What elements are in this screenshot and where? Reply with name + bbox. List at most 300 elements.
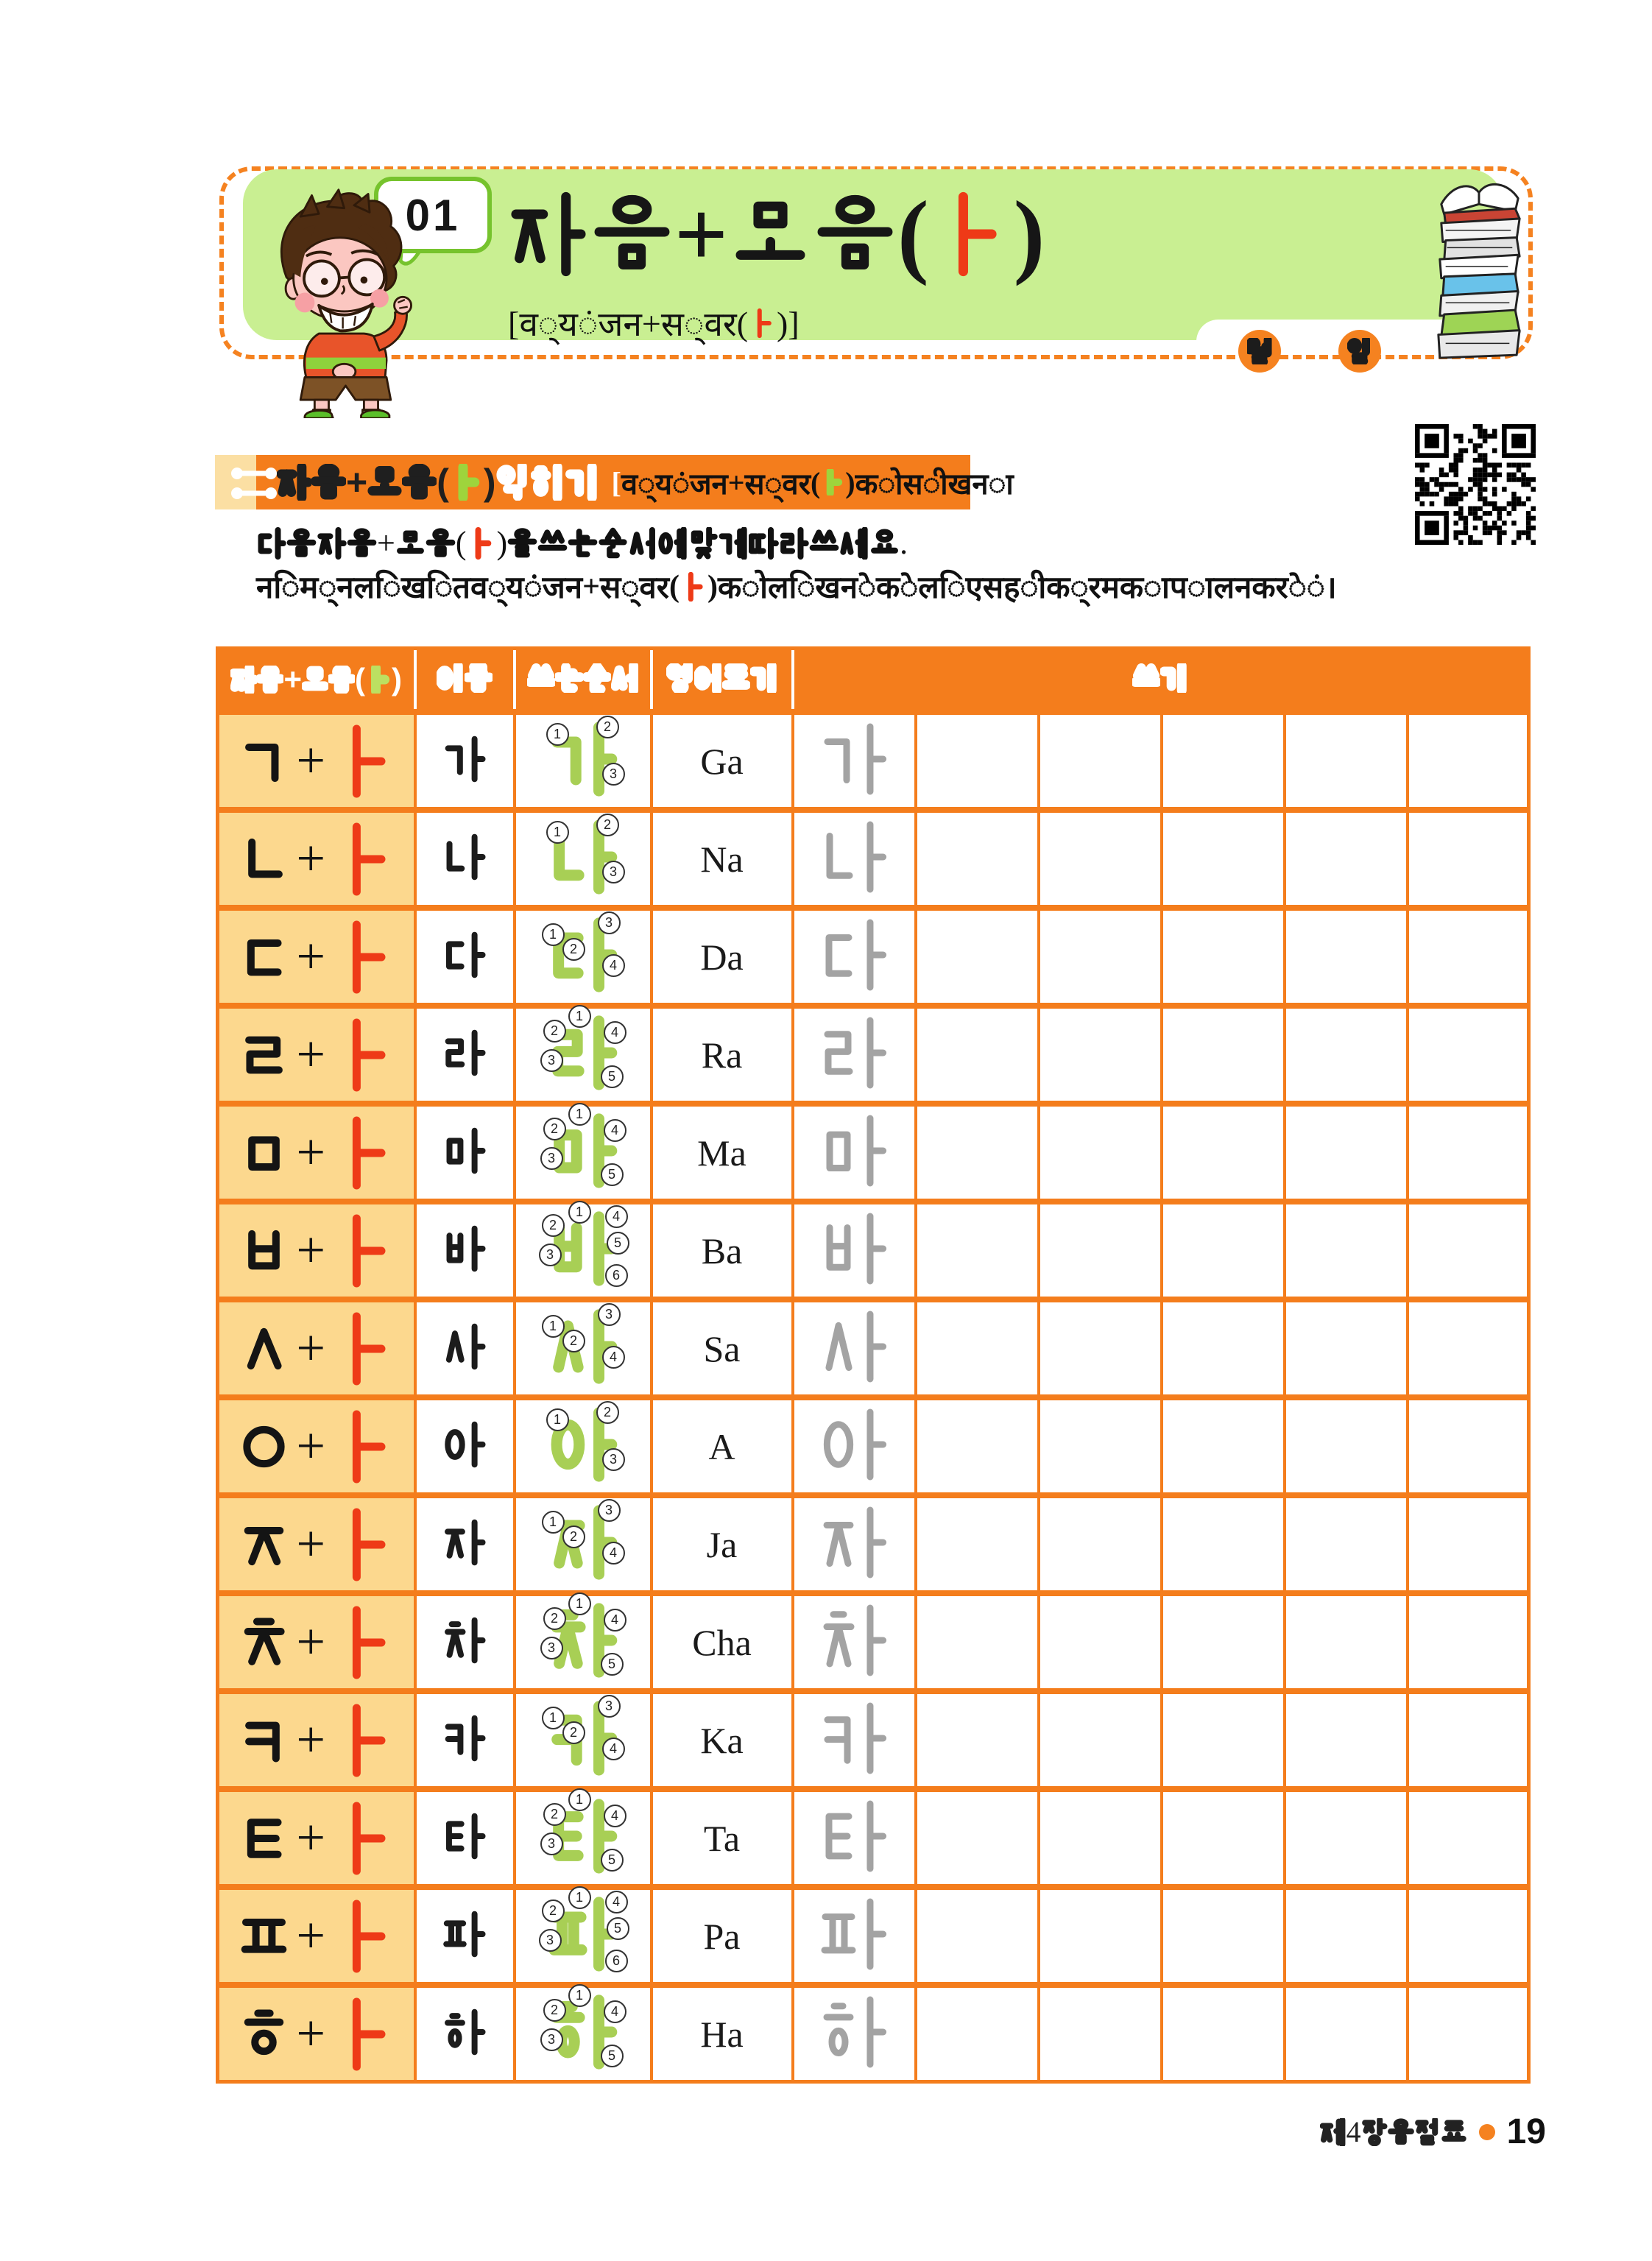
table-row: [218, 1789, 1529, 1887]
hangul-glyph: [565, 464, 600, 501]
text-run: ्: [683, 306, 705, 343]
trace-cell: [793, 810, 916, 908]
text-run: +: [582, 569, 601, 604]
text-run: न: [1235, 571, 1252, 605]
practice-cell: [1039, 908, 1162, 1006]
cartoon-boy-mascot: [259, 186, 415, 418]
text-run: (: [355, 662, 366, 696]
stroke-number-badge: 2: [596, 716, 619, 738]
syllable-practice-table: [216, 646, 1531, 2084]
practice-cell: [1039, 1202, 1162, 1299]
hangul-glyph: [817, 818, 891, 896]
name-cell: [415, 1202, 515, 1299]
hangul-glyph: [327, 1995, 400, 2073]
hangul-glyph: [233, 1218, 295, 1284]
hangul-glyph: [327, 722, 400, 800]
hangul-glyph: [442, 2008, 487, 2056]
combo-cell: [218, 1495, 415, 1593]
stroke-order-cell: [515, 1495, 652, 1593]
text-run: (: [437, 462, 449, 503]
combo-cell: [218, 1593, 415, 1691]
hangul-glyph: [347, 527, 377, 560]
plus-sign: +: [296, 2005, 325, 2062]
english-cell: [652, 1593, 793, 1691]
stroke-number-badge: 5: [601, 1163, 624, 1186]
name-cell: [415, 1789, 515, 1887]
header-writing-label: [1132, 663, 1188, 693]
stroke-number-badge: 1: [568, 1592, 591, 1615]
stroke-number-badge: 1: [546, 821, 569, 844]
hangul-glyph: [817, 1993, 891, 2071]
stroke-number-badge: 6: [605, 1264, 628, 1287]
combo-cell: [218, 1006, 415, 1104]
stroke-order-cell: [515, 1202, 652, 1299]
hangul-glyph: [233, 1022, 295, 1088]
text-run: ]: [788, 304, 799, 342]
hangul-glyph: [449, 464, 484, 501]
practice-cell: [1285, 1593, 1408, 1691]
english-label: Ra: [701, 1034, 743, 1076]
text-run: क: [1046, 571, 1070, 605]
text-run: ी: [1020, 571, 1047, 605]
text-run: ख: [947, 467, 973, 501]
stroke-number-badge: 2: [543, 1118, 566, 1140]
plus-sign: +: [296, 1221, 325, 1279]
stroke-number-badge: 3: [540, 1833, 563, 1855]
english-cell: [652, 1202, 793, 1299]
practice-cell: [1285, 1104, 1408, 1202]
stroke-number-badge: 3: [539, 1929, 562, 1952]
stroke-number-badge: 6: [605, 1950, 628, 1972]
stroke-number-badge: 2: [562, 1525, 585, 1548]
trace-cell: [793, 1985, 916, 2082]
table-row: [218, 908, 1529, 1006]
plus-sign: +: [296, 1809, 325, 1866]
practice-cell: [1039, 1593, 1162, 1691]
english-cell: [652, 908, 793, 1006]
hangul-glyph: [327, 1408, 400, 1486]
stroke-number-badge: 4: [604, 1021, 626, 1044]
english-label: Ba: [701, 1230, 743, 1271]
text-run: ज: [598, 306, 624, 343]
name-cell: [415, 1495, 515, 1593]
table-row: [218, 1104, 1529, 1202]
hangul-glyph: [1160, 663, 1188, 693]
text-run: े: [1288, 571, 1307, 605]
english-label: Sa: [703, 1327, 741, 1369]
combo-cell: [218, 1202, 415, 1299]
text-run: स: [600, 571, 621, 605]
instruction-hindi: [256, 565, 1337, 607]
stroke-number-badge: 3: [540, 1637, 563, 1659]
stroke-number-badge: 3: [602, 861, 625, 883]
hangul-glyph: [839, 527, 869, 560]
hangul-glyph: [611, 663, 639, 693]
english-cell: [652, 1789, 793, 1887]
plus-sign: +: [296, 1026, 325, 1083]
hangul-glyph: [583, 663, 611, 693]
hangul-glyph: [256, 527, 286, 560]
combo-cell: [218, 1789, 415, 1887]
hangul-glyph: [817, 1601, 891, 1679]
page-title: [505, 183, 1045, 286]
name-cell: [415, 1691, 515, 1789]
text-run: ल: [353, 571, 375, 605]
trace-cell: [793, 1397, 916, 1495]
footer-bullet-icon: [1479, 2124, 1495, 2140]
hangul-glyph: [679, 572, 707, 602]
stroke-number-badge: 3: [540, 2028, 563, 2051]
hangul-glyph: [817, 1797, 891, 1875]
section-bar-orange: [256, 455, 1024, 509]
stroke-number-badge: 3: [602, 763, 625, 786]
text-run: स: [903, 467, 923, 501]
hangul-glyph: [688, 527, 719, 560]
hangul-glyph: [233, 924, 295, 990]
practice-cell: [1039, 712, 1162, 810]
hangul-glyph: [1388, 2118, 1414, 2146]
text-run: े: [858, 571, 876, 605]
hangul-glyph: [779, 527, 809, 560]
stroke-number-badge: 4: [604, 1119, 626, 1142]
stroke-number-badge: 5: [601, 1653, 624, 1676]
hangul-glyph: [327, 1799, 400, 1877]
lesson-number: 01: [405, 190, 461, 240]
text-run: ]: [1013, 465, 1024, 499]
stroke-number-badge: 5: [601, 1849, 624, 1872]
hangul-glyph: [233, 826, 295, 892]
hangul-glyph: [442, 1322, 487, 1371]
practice-cell: [916, 1104, 1039, 1202]
hangul-glyph: [1247, 338, 1272, 364]
hangul-glyph: [426, 527, 456, 560]
stroke-number-badge: 1: [568, 1103, 591, 1126]
hangul-glyph: [327, 1016, 400, 1094]
hangul-glyph: [233, 1707, 295, 1774]
text-run: ): [1013, 181, 1045, 286]
practice-cell: [1408, 1495, 1529, 1593]
header-combo-label: [230, 662, 402, 697]
plus-sign: +: [296, 1319, 325, 1377]
stroke-number-badge: 1: [542, 1315, 565, 1338]
text-run: +: [641, 304, 661, 342]
table-row: [218, 1691, 1529, 1789]
practice-cell: [1408, 1789, 1529, 1887]
book-stack-illustration: [1419, 172, 1536, 361]
hangul-glyph: [327, 1212, 400, 1290]
text-run: ा: [1143, 571, 1170, 605]
table-row: [218, 1887, 1529, 1985]
text-run: ख: [815, 571, 841, 605]
stroke-number-badge: 2: [596, 814, 619, 836]
stroke-number-badge: 2: [542, 1900, 565, 1922]
practice-cell: [1162, 1593, 1285, 1691]
hangul-glyph: [442, 1224, 487, 1273]
stroke-number-badge: 1: [568, 1201, 591, 1224]
table-row: [218, 712, 1529, 810]
text-run: ो: [878, 467, 903, 501]
header-combo: [218, 649, 415, 713]
practice-cell: [1408, 908, 1529, 1006]
hangul-glyph: [442, 833, 487, 881]
stroke-number-badge: 2: [543, 1607, 566, 1630]
practice-cell: [1408, 1202, 1529, 1299]
text-run: ि: [273, 571, 300, 605]
trace-cell: [793, 1299, 916, 1397]
header-name-label: [437, 663, 493, 693]
text-run: (: [736, 304, 749, 342]
text-run: न: [711, 467, 728, 501]
plus-sign: +: [296, 1613, 325, 1671]
english-label: Na: [700, 838, 744, 880]
hangul-glyph: [1132, 663, 1160, 693]
hangul-glyph: [442, 1616, 487, 1665]
stroke-number-badge: 4: [604, 1805, 626, 1827]
name-cell: [415, 712, 515, 810]
hangul-glyph: [233, 728, 295, 794]
table-header-row: [218, 649, 1529, 713]
text-run: ह: [1003, 571, 1020, 605]
plus-sign: +: [296, 1907, 325, 1964]
hangul-glyph: [302, 666, 328, 694]
name-cell: [415, 810, 515, 908]
text-run: म: [300, 571, 319, 605]
hangul-glyph: [233, 1512, 295, 1578]
stroke-number-badge: 2: [562, 938, 585, 961]
practice-cell: [1408, 810, 1529, 908]
header-english: [652, 649, 793, 713]
text-run: (: [810, 465, 821, 499]
stroke-order-cell: [515, 1593, 652, 1691]
stroke-order-cell: [515, 1397, 652, 1495]
practice-cell: [916, 1789, 1039, 1887]
practice-cell: [1408, 1887, 1529, 1985]
text-run: ्: [537, 306, 559, 343]
practice-cell: [1039, 1789, 1162, 1887]
combo-cell: [218, 1985, 415, 2082]
combo-cell: [218, 1104, 415, 1202]
hangul-glyph: [809, 527, 839, 560]
hangul-glyph: [658, 527, 688, 560]
stroke-number-badge: 2: [543, 1999, 566, 2022]
stroke-number-badge: 3: [598, 1303, 621, 1326]
text-run: व: [782, 467, 799, 501]
practice-cell: [1162, 1985, 1285, 2082]
text-run: ल: [918, 571, 939, 605]
hangul-glyph: [820, 469, 845, 495]
practice-cell: [1285, 810, 1408, 908]
hangul-glyph: [1320, 2118, 1346, 2146]
practice-cell: [1039, 1397, 1162, 1495]
trace-cell: [793, 1691, 916, 1789]
stroke-number-badge: 3: [598, 911, 621, 934]
hangul-glyph: [817, 1895, 891, 1973]
trace-cell: [793, 1593, 916, 1691]
name-cell: [415, 1887, 515, 1985]
text-run: ि: [788, 571, 816, 605]
hangul-glyph: [442, 1714, 487, 1763]
plus-sign: +: [296, 732, 325, 789]
hangul-glyph: [466, 527, 496, 560]
table-row: [218, 1985, 1529, 2082]
trace-cell: [793, 1789, 916, 1887]
text-run: व: [639, 571, 657, 605]
stroke-number-badge: 3: [598, 1695, 621, 1718]
practice-cell: [1408, 1691, 1529, 1789]
practice-cell: [1408, 1299, 1529, 1397]
stroke-order-cell: [515, 1985, 652, 2082]
text-run: न: [256, 571, 274, 605]
stroke-order-cell: [515, 908, 652, 1006]
practice-cell: [916, 1691, 1039, 1789]
stroke-number-badge: 3: [540, 1049, 563, 1072]
practice-cell: [916, 1495, 1039, 1593]
month-badge: [1238, 330, 1281, 373]
practice-cell: [1162, 908, 1285, 1006]
practice-cell: [1285, 1299, 1408, 1397]
english-label: Ga: [700, 740, 744, 782]
hangul-glyph: [257, 666, 283, 694]
hangul-glyph: [531, 464, 565, 501]
stroke-order-cell: [515, 712, 652, 810]
header-stroke-order: [515, 649, 652, 713]
text-run: +: [674, 181, 728, 286]
stroke-order-cell: [515, 1789, 652, 1887]
hangul-glyph: [749, 527, 779, 560]
stroke-number-badge: 1: [568, 1984, 591, 2007]
hangul-glyph: [1414, 2118, 1441, 2146]
page-subtitle: [508, 300, 799, 346]
english-cell: [652, 1104, 793, 1202]
hangul-glyph: [327, 1310, 400, 1388]
practice-cell: [1285, 1691, 1408, 1789]
hangul-glyph: [395, 527, 426, 560]
english-cell: [652, 1691, 793, 1789]
stroke-number-badge: 4: [605, 1891, 628, 1913]
stroke-order-cell: [515, 1006, 652, 1104]
text-run: ी: [922, 467, 948, 501]
practice-cell: [1285, 1202, 1408, 1299]
text-run: ): [845, 465, 855, 499]
text-run: ं: [523, 571, 543, 605]
hangul-glyph: [233, 1316, 295, 1382]
header-stroke-order-label: [527, 663, 639, 693]
stroke-order-cell: [515, 1104, 652, 1202]
practice-cell: [1285, 1789, 1408, 1887]
plus-sign: +: [296, 830, 325, 887]
text-run: ल: [768, 571, 789, 605]
name-cell: [415, 1593, 515, 1691]
english-label: A: [708, 1425, 735, 1467]
hangul-glyph: [750, 663, 778, 693]
hangul-glyph: [496, 464, 531, 501]
practice-cell: [916, 908, 1039, 1006]
text-run: न: [336, 571, 354, 605]
table-row: [218, 1593, 1529, 1691]
text-run: ): [392, 662, 403, 696]
text-run: ज: [689, 467, 712, 501]
practice-cell: [1162, 1495, 1285, 1593]
hangul-glyph: [233, 1805, 295, 1872]
practice-cell: [1162, 1887, 1285, 1985]
stroke-number-badge: 2: [562, 1330, 585, 1352]
hangul-glyph: [817, 1405, 891, 1484]
english-cell: [652, 1887, 793, 1985]
english-cell: [652, 1985, 793, 2082]
hangul-glyph: [442, 1126, 487, 1175]
practice-cell: [1039, 1495, 1162, 1593]
text-run: ्: [487, 571, 506, 605]
hangul-glyph: [590, 189, 674, 279]
english-label: Ta: [703, 1817, 741, 1859]
text-run: र: [1275, 571, 1288, 605]
hangul-glyph: [402, 464, 437, 501]
text-run: त: [453, 571, 470, 605]
practice-cell: [1039, 1887, 1162, 1985]
stroke-number-badge: 5: [601, 2045, 624, 2067]
page-footer: [1178, 2112, 1546, 2152]
practice-cell: [1162, 1202, 1285, 1299]
hangul-glyph: [666, 663, 694, 693]
practice-cell: [1408, 1006, 1529, 1104]
practice-cell: [916, 1985, 1039, 2082]
text-run: .: [900, 525, 908, 561]
text-run: +: [377, 525, 395, 561]
trace-cell: [793, 908, 916, 1006]
text-run: (: [455, 525, 467, 561]
text-run: ्: [621, 571, 640, 605]
hangul-glyph: [327, 1701, 400, 1779]
hangul-glyph: [719, 527, 749, 560]
practice-cell: [916, 1397, 1039, 1495]
english-cell: [652, 1006, 793, 1104]
text-run: र: [656, 571, 669, 605]
text-run: [: [611, 465, 621, 499]
table-row: [218, 1495, 1529, 1593]
text-run: ए: [965, 571, 983, 605]
english-label: Ha: [700, 2013, 744, 2055]
text-run: म: [1101, 571, 1120, 605]
stroke-number-badge: 5: [607, 1232, 629, 1255]
hangul-glyph: [555, 663, 583, 693]
hangul-glyph: [869, 527, 900, 560]
hangul-glyph: [817, 916, 891, 994]
stroke-number-badge: 1: [546, 723, 569, 746]
stroke-number-badge: 4: [602, 954, 625, 977]
combo-cell: [218, 810, 415, 908]
practice-cell: [1285, 1495, 1408, 1593]
stroke-number-badge: 4: [602, 1738, 625, 1760]
practice-cell: [916, 1006, 1039, 1104]
hangul-glyph: [1361, 2118, 1388, 2146]
text-run: ि: [939, 571, 966, 605]
hangul-glyph: [505, 189, 590, 279]
hangul-glyph: [367, 464, 402, 501]
name-cell: [415, 1985, 515, 2082]
practice-cell: [916, 1202, 1039, 1299]
stroke-order-cell: [515, 1887, 652, 1985]
hangul-glyph: [327, 1897, 400, 1975]
plus-sign: +: [296, 1124, 325, 1181]
practice-cell: [1408, 1985, 1529, 2082]
table-row: [218, 810, 1529, 908]
text-run: ा: [988, 467, 1014, 501]
practice-cell: [1162, 1104, 1285, 1202]
plus-sign: +: [296, 1711, 325, 1768]
stroke-number-badge: 1: [542, 923, 565, 946]
text-run: व: [470, 571, 488, 605]
stroke-number-badge: 1: [542, 1707, 565, 1729]
